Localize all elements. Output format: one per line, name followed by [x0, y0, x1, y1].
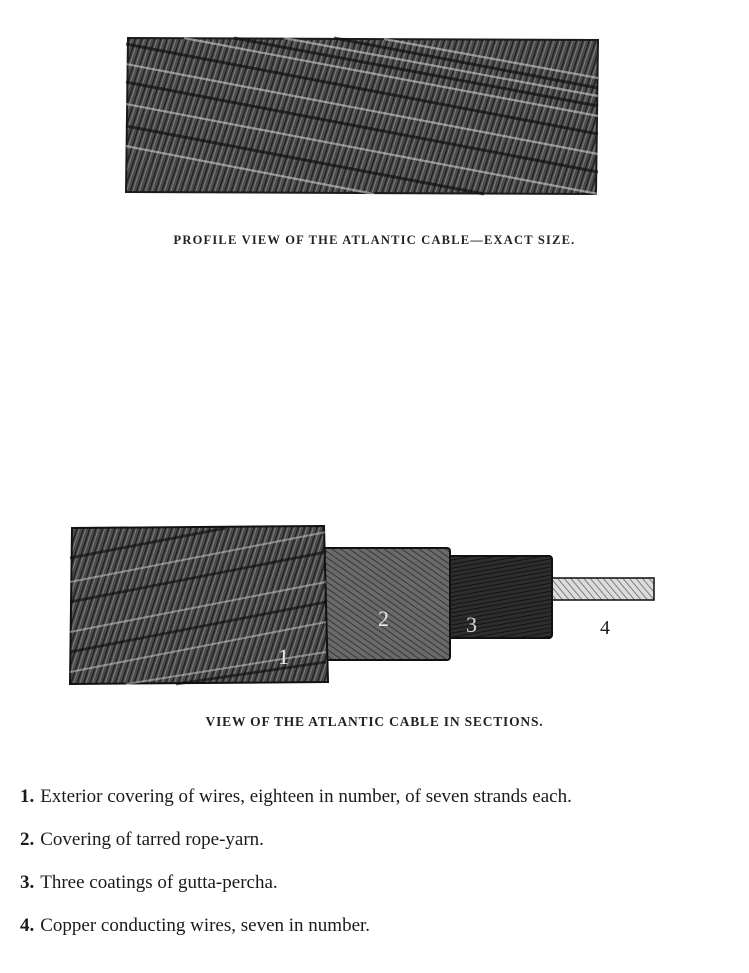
legend-item-text: Exterior covering of wires, eighteen in number, of seven strands each.	[40, 786, 572, 807]
legend-item-number: 1.	[20, 786, 35, 807]
profile-view-caption: PROFILE VIEW OF THE ATLANTIC CABLE—EXACT SIZE.	[173, 233, 576, 247]
section-label-4: 4	[600, 617, 610, 639]
profile-cable-illustration	[124, 34, 602, 198]
legend-item-1	[20, 786, 740, 829]
sectioned-cable-illustration	[66, 522, 660, 690]
section-view-caption: VIEW OF THE ATLANTIC CABLE IN SECTIONS.	[205, 714, 544, 729]
legend-item-text: Copper conducting wires, seven in number.	[40, 915, 371, 936]
legend-item-number: 2.	[20, 829, 35, 850]
section-label-3: 3	[466, 612, 477, 637]
gutta-percha-section	[442, 556, 552, 638]
legend-item-3	[20, 872, 740, 915]
section-label-1: 1	[278, 644, 289, 669]
legend-item-text: Three coatings of gutta-percha.	[40, 872, 278, 893]
copper-wire-section	[546, 578, 654, 600]
legend-list	[20, 786, 740, 958]
legend-item-4	[20, 915, 740, 958]
legend-item-number: 3.	[20, 872, 35, 893]
legend-item-text: Covering of tarred rope-yarn.	[40, 829, 264, 850]
legend-item-number: 4.	[20, 915, 35, 936]
section-label-2: 2	[378, 606, 389, 631]
rope-yarn-section	[320, 548, 450, 660]
legend-item-2	[20, 829, 740, 872]
